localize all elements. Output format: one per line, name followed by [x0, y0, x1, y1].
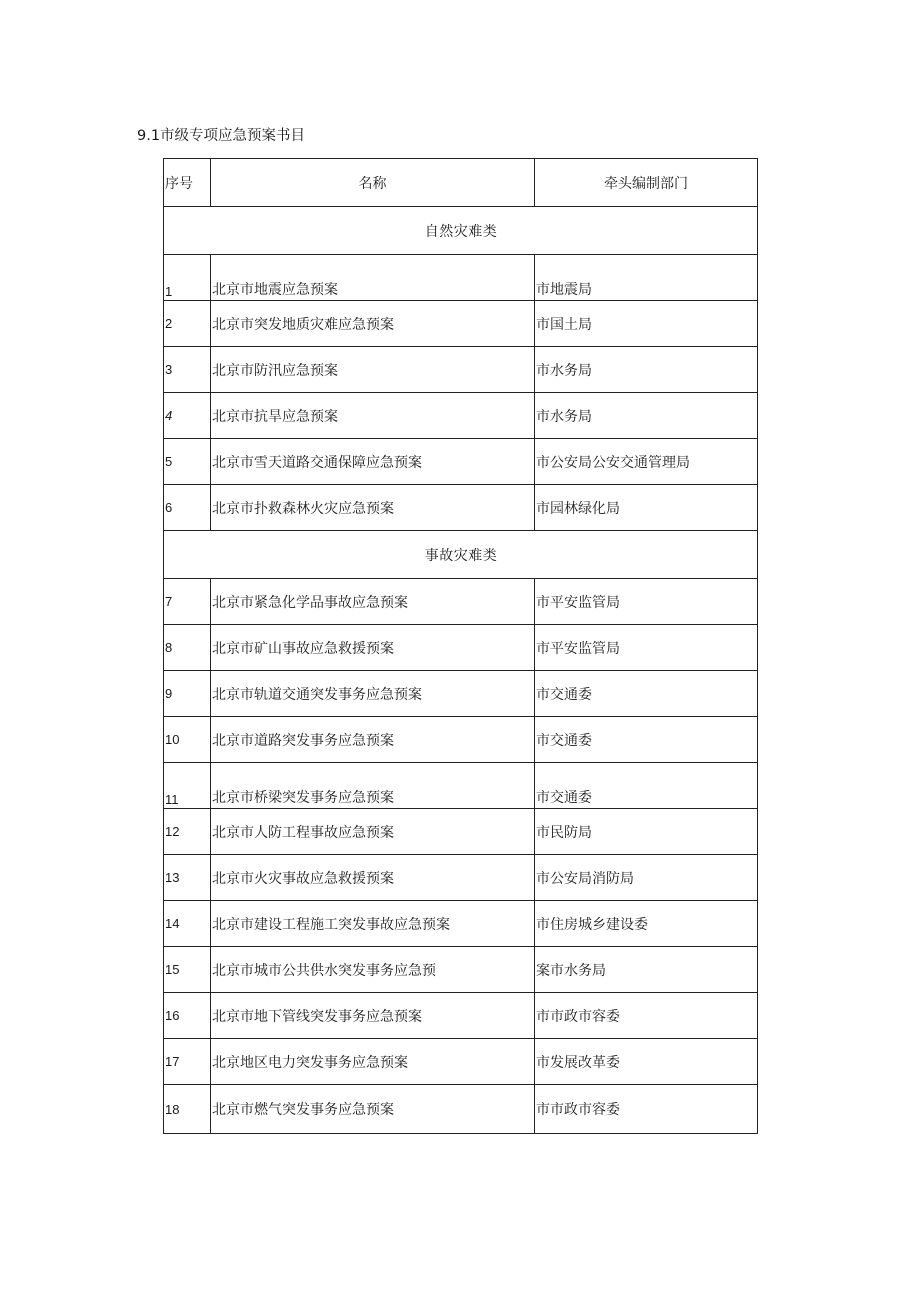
table-row	[164, 625, 758, 671]
row-number: 17	[164, 1039, 211, 1085]
table-row	[164, 901, 758, 947]
row-department: 市平安监管局	[535, 625, 758, 671]
row-number: 13	[164, 855, 211, 901]
header-lead-department: 牵头编制部门	[535, 159, 758, 207]
row-number: 9	[164, 671, 211, 717]
row-number: 5	[164, 439, 211, 485]
table-row	[164, 671, 758, 717]
row-number: 11	[164, 763, 211, 809]
header-name: 名称	[211, 159, 535, 207]
row-plan-name: 北京市道路突发事务应急预案	[211, 717, 535, 763]
row-number: 6	[164, 485, 211, 531]
row-department: 市国土局	[535, 301, 758, 347]
table-row	[164, 993, 758, 1039]
row-number: 10	[164, 717, 211, 763]
table-row	[164, 255, 758, 301]
table-row	[164, 485, 758, 531]
row-department: 市公安局公安交通管理局	[535, 439, 758, 485]
row-department: 市水务局	[535, 393, 758, 439]
row-department: 案市水务局	[535, 947, 758, 993]
row-department: 市市政市容委	[535, 993, 758, 1039]
table-row	[164, 855, 758, 901]
table-row	[164, 947, 758, 993]
row-number: 16	[164, 993, 211, 1039]
row-plan-name: 北京市抗旱应急预案	[211, 393, 535, 439]
table-row	[164, 717, 758, 763]
row-number: 3	[164, 347, 211, 393]
category-label: 事故灾难类	[164, 531, 758, 579]
row-plan-name: 北京市燃气突发事务应急预案	[211, 1085, 535, 1134]
row-department: 市民防局	[535, 809, 758, 855]
row-department: 市发展改革委	[535, 1039, 758, 1085]
row-department: 市交通委	[535, 763, 758, 809]
row-number: 2	[164, 301, 211, 347]
row-plan-name: 北京市紧急化学品事故应急预案	[211, 579, 535, 625]
row-plan-name: 北京市火灾事故应急救援预案	[211, 855, 535, 901]
row-number: 12	[164, 809, 211, 855]
table-row	[164, 809, 758, 855]
row-department: 市园林绿化局	[535, 485, 758, 531]
row-department: 市公安局消防局	[535, 855, 758, 901]
row-plan-name: 北京市桥梁突发事务应急预案	[211, 763, 535, 809]
header-serial-number: 序号	[164, 159, 211, 207]
table-header-row	[164, 159, 758, 207]
row-department: 市地震局	[535, 255, 758, 301]
table-row	[164, 579, 758, 625]
table-row	[164, 347, 758, 393]
table-row	[164, 439, 758, 485]
row-plan-name: 北京市地震应急预案	[211, 255, 535, 301]
row-plan-name: 北京市建设工程施工突发事故应急预案	[211, 901, 535, 947]
row-number: 15	[164, 947, 211, 993]
row-plan-name: 北京市人防工程事故应急预案	[211, 809, 535, 855]
row-department: 市交通委	[535, 717, 758, 763]
row-department: 市平安监管局	[535, 579, 758, 625]
row-plan-name: 北京市防汛应急预案	[211, 347, 535, 393]
row-number: 14	[164, 901, 211, 947]
category-label: 自然灾难类	[164, 207, 758, 255]
row-plan-name: 北京市地下管线突发事务应急预案	[211, 993, 535, 1039]
row-number: 4	[164, 393, 211, 439]
row-number: 7	[164, 579, 211, 625]
table-row	[164, 1085, 758, 1134]
row-department: 市市政市容委	[535, 1085, 758, 1134]
table-row	[164, 393, 758, 439]
table-row	[164, 763, 758, 809]
category-row-natural-disasters	[164, 207, 758, 255]
table-row	[164, 1039, 758, 1085]
emergency-plan-table	[163, 158, 758, 1134]
row-number: 18	[164, 1085, 211, 1134]
row-department: 市水务局	[535, 347, 758, 393]
category-row-accident-disasters	[164, 531, 758, 579]
row-department: 市交通委	[535, 671, 758, 717]
row-number: 8	[164, 625, 211, 671]
row-number: 1	[164, 255, 211, 301]
row-plan-name: 北京地区电力突发事务应急预案	[211, 1039, 535, 1085]
table-row	[164, 301, 758, 347]
document-title: 9.1市级专项应急预案书目	[137, 128, 306, 144]
row-department: 市住房城乡建设委	[535, 901, 758, 947]
row-plan-name: 北京市扑救森林火灾应急预案	[211, 485, 535, 531]
row-plan-name: 北京市突发地质灾难应急预案	[211, 301, 535, 347]
row-plan-name: 北京市雪天道路交通保障应急预案	[211, 439, 535, 485]
row-plan-name: 北京市城市公共供水突发事务应急预	[211, 947, 535, 993]
row-plan-name: 北京市轨道交通突发事务应急预案	[211, 671, 535, 717]
row-plan-name: 北京市矿山事故应急救援预案	[211, 625, 535, 671]
